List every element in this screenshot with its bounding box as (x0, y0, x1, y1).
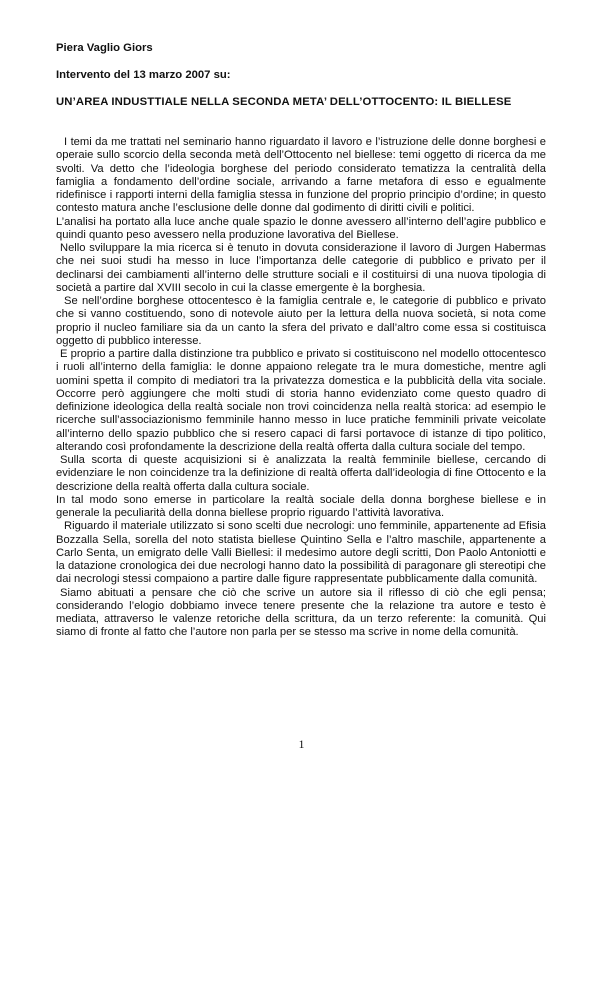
paragraph: Sulla scorta di queste acquisizioni si è analizzata la realtà femminile biellese, cercando di evidenziare le non coincidenze tra la definizione di realtà offerta dall’ideologia di fine Ottocento e la descrizione della realtà offerta dalla cultura sociale. (56, 454, 546, 493)
document-title: UN’AREA INDUSTTIALE NELLA SECONDA META’ DELL’OTTOCENTO: IL BIELLESE (56, 96, 512, 108)
paragraph: Nello sviluppare la mia ricerca si è tenuto in dovuta considerazione il lavoro di Jurgen Habermas che nei suoi studi ha messo in luce l’importanza delle categorie di pubblico e privato per il declinarsi dei cambiamenti all’interno delle strutture sociali e il costituirsi di una nuova tipologia di società a partire dal XVIII secolo in cui la classe emergente è la borghesia. (56, 242, 546, 294)
paragraph: In tal modo sono emerse in particolare la realtà sociale della donna borghese biellese e in generale la peculiarità della donna biellese proprio riguardo l’attività lavorativa. (56, 493, 546, 519)
page-number: 1 (298, 737, 305, 751)
paragraph: Se nell’ordine borghese ottocentesco è la famiglia centrale e, le categorie di pubblico e privato che si vanno costituendo, sono di notevole aiuto per la lettura della nuova società, si nota come proprio il nucleo familiare sia da un canto la sfera del privato e dall’altro come essa si costituisca oggetto di pubblico interesse. (56, 295, 546, 347)
paragraph: I temi da me trattati nel seminario hanno riguardato il lavoro e l’istruzione delle donne borghesi e operaie sullo scorcio della seconda metà dell’Ottocento nel biellese: temi oggetto di ricerca da me svolti. Va detto che l’ideologia borghese del periodo considerato tematizza la centralità della famiglia a fondamento dell’ordine sociale, arrivando a farne metafora di esso e egualmente ridefinisce i rapporti interni della famiglia stessa in funzione del proprio principio d’ordine; in questo contesto matura anche l’esclusione delle donne dal godimento di diritti civili e politici. (56, 136, 546, 215)
author-name: Piera Vaglio Giors (56, 42, 153, 54)
paragraph: L’analisi ha portato alla luce anche quale spazio le donne avessero all’interno dell’agire pubblico e quindi quanto peso avessero nella produzione lavorativa del Biellese. (56, 215, 546, 241)
paragraph: Riguardo il materiale utilizzato si sono scelti due necrologi: uno femminile, appartenente ad Efisia Bozzalla Sella, sorella del noto statista biellese Quintino Sella e l’altro maschile, appartenente a Carlo Senta, un emigrato delle Valli Biellesi: il medesimo autore degli scritti, Don Paolo Antoniotti e la datazione cronologica dei due necrologi hanno dato la possibilità di paragonare gli stereotipi che dai necrologi stessi compaiono a partire dalle figure rappresentate pubblicamente dalla comunità. (56, 520, 546, 586)
paragraph: Siamo abituati a pensare che ciò che scrive un autore sia il riflesso di ciò che egli pensa; considerando l’elogio dobbiamo invece tenere presente che la relazione tra autore e testo è mediata, attraverso le valenze retoriche della scrittura, da un terzo referente: la comunità. Qui siamo di fronte al fatto che l’autore non parla per se stesso ma scrive in nome della comunità. (56, 586, 546, 639)
document-body (56, 136, 546, 640)
paragraph: E proprio a partire dalla distinzione tra pubblico e privato si costituiscono nel modello ottocentesco i ruoli all’interno della famiglia: le donne appaiono relegate tra le mura domestiche, mentre agli uomini spetta il compito di mediatori tra la privatezza domestica e la pubblicità della vita sociale. Occorre però aggiungere che molti studi di storia hanno evidenziato come questo quadro di definizione ideologica della realtà sociale non trovi coincidenza nella realtà storica: ad esempio le ricerche sull’associazionismo femminile hanno messo in luce pratiche femminili private veicolate all’interno dello spazio pubblico che si resero capaci di farsi portavoce di istanze di tipo politico, alterando così profondamente la descrizione della realtà offerta dalla cultura sociale del tempo. (56, 348, 546, 453)
date-line: Intervento del 13 marzo 2007 su: (56, 69, 231, 81)
